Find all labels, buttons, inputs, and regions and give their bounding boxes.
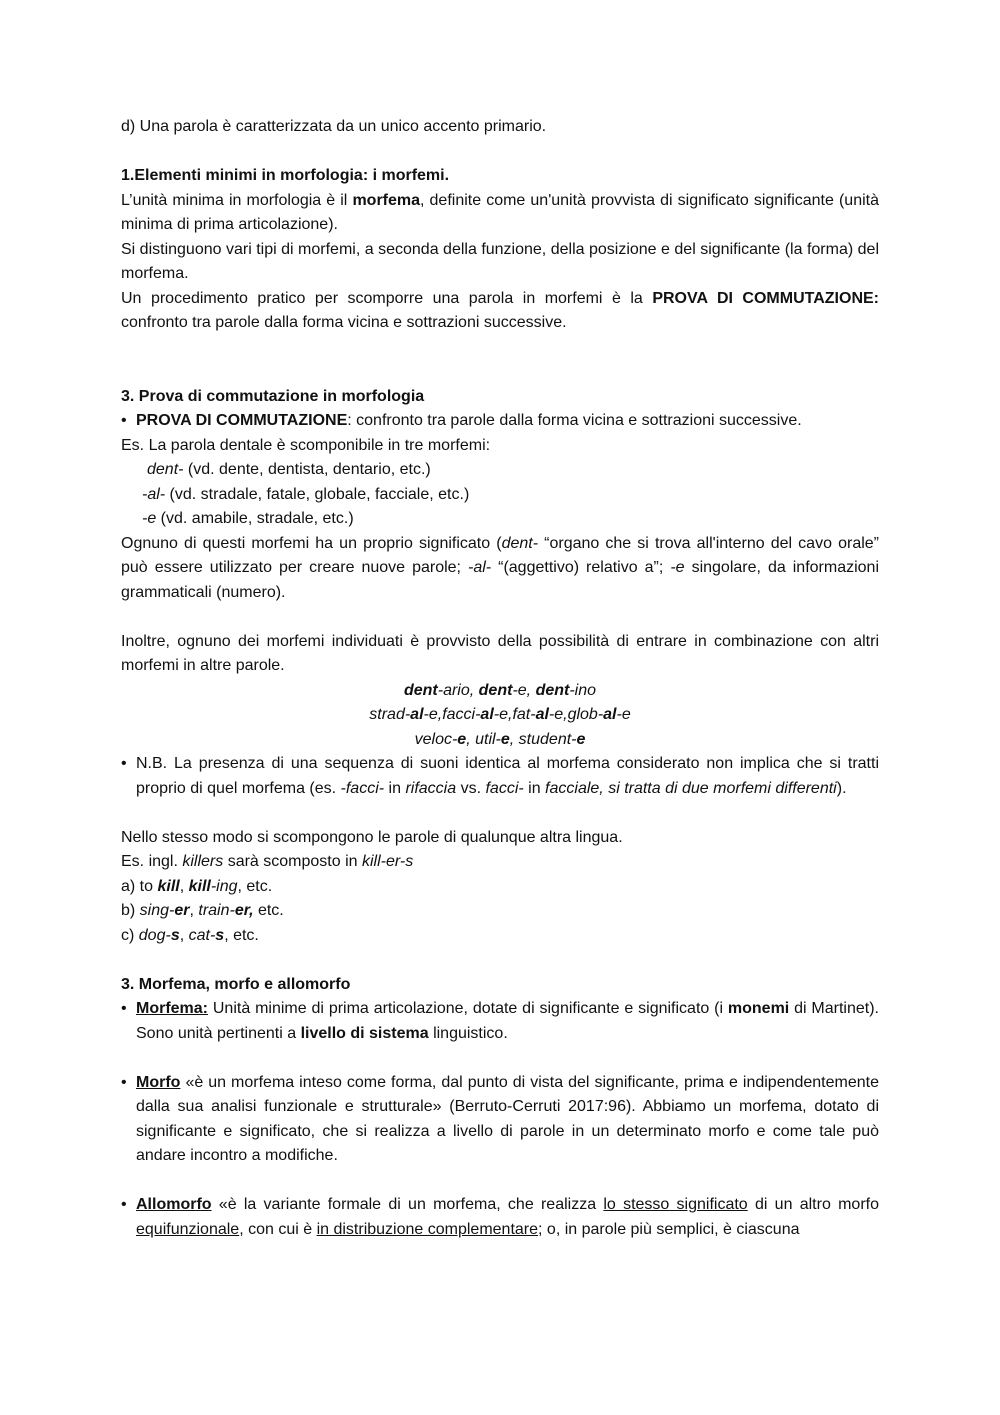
section-heading-morfema-morfo-allomorfo: 3. Morfema, morfo e allomorfo: [121, 975, 351, 993]
bullet-allomorfo: • Allomorfo «è la variante formale di un morfema, che realizza lo stesso significato di un altro morfo equifunzionale, con cui è in distribuzione complementare; o, in parole più semplici, è ciascuna: [121, 1193, 879, 1242]
example-line-al: strad-al-e,facci-al-e,fat-al-e,glob-al-e: [369, 706, 631, 723]
bullet-morfema: • Morfema: Unità minime di prima articolazione, dotate di significante e significato (i monemi di Martinet). Sono unità pertinenti a livello di sistema linguistico.: [121, 997, 879, 1046]
bullet-nb: • N.B. La presenza di una sequenza di suoni identica al morfema considerato non implica che si tratti proprio di quel morfema (es. -facci- in rifaccia vs. facci- in facciale, si tratta di due morfemi differenti).: [121, 752, 879, 801]
section-heading-prova-commutazione: 3. Prova di commutazione in morfologia: [121, 387, 425, 405]
example-killers: Es. ingl. killers sarà scomposto in kill-er-s: [121, 853, 414, 870]
paragraph-morfema-definition: L’unità minima in morfologia è il morfema, definite come un'unità provvista di significato significante (unità minima di prima articolazione).: [121, 191, 880, 233]
example-line-e: veloc-e, util-e, student-e: [414, 730, 586, 748]
example-dentale: Es. La parola dentale è scomponibile in tre morfemi:: [121, 436, 491, 454]
morpheme-dent: dent- (vd. dente, dentista, dentario, etc.): [147, 461, 431, 478]
example-a-kill: a) to kill, kill-ing, etc.: [121, 877, 273, 895]
example-c-s: c) dog-s, cat-s, etc.: [121, 926, 259, 944]
paragraph-significato-morfemi: Ognuno di questi morfemi ha un proprio significato (dent- “organo che si trova all'interno del cavo orale” può essere utilizzato per creare nuove parole; -al- “(aggettivo) relativo a”; -e singolare, da informazioni grammaticali (numero).: [121, 534, 880, 601]
paragraph-altre-lingue: Nello stesso modo si scompongono le parole di qualunque altra lingua.: [121, 828, 623, 846]
section-heading-elementi-minimi: 1.Elementi minimi in morfologia: i morfemi.: [121, 167, 450, 184]
example-b-er: b) sing-er, train-er, etc.: [121, 902, 284, 919]
line-d: d) Una parola è caratterizzata da un unico accento primario.: [121, 118, 547, 135]
paragraph-procedimento: Un procedimento pratico per scomporre una parola in morfemi è la PROVA DI COMMUTAZIONE: confronto tra parole dalla forma vicina e sottrazioni successive.: [121, 289, 880, 331]
morpheme-e: -e (vd. amabile, stradale, etc.): [142, 510, 354, 527]
paragraph-inoltre: Inoltre, ognuno dei morfemi individuati è provvisto della possibilità di entrare in combinazione con altri morfemi in altre parole.: [121, 632, 879, 674]
bullet-morfo: • Morfo «è un morfema inteso come forma, dal punto di vista del significante, prima e indipendentemente dalla sua analisi funzionale e strutturale» (Berruto-Cerruti 2017:96). Abbiamo un morfema, dotato di significante e significato, che si realizza a livello di parole in un determinato morfo e come tale può andare incontro a modifiche.: [121, 1071, 879, 1169]
document-page: [121, 115, 879, 1242]
paragraph-tipi-morfemi: Si distinguono vari tipi di morfemi, a seconda della funzione, della posizione e del significante (la forma) del morfema.: [121, 240, 879, 282]
bullet-prova-commutazione: • PROVA DI COMMUTAZIONE: confronto tra parole dalla forma vicina e sottrazioni successive.: [121, 409, 879, 434]
example-line-dent: dent-ario, dent-e, dent-ino: [403, 681, 597, 699]
morpheme-al: -al- (vd. stradale, fatale, globale, facciale, etc.): [142, 485, 470, 503]
